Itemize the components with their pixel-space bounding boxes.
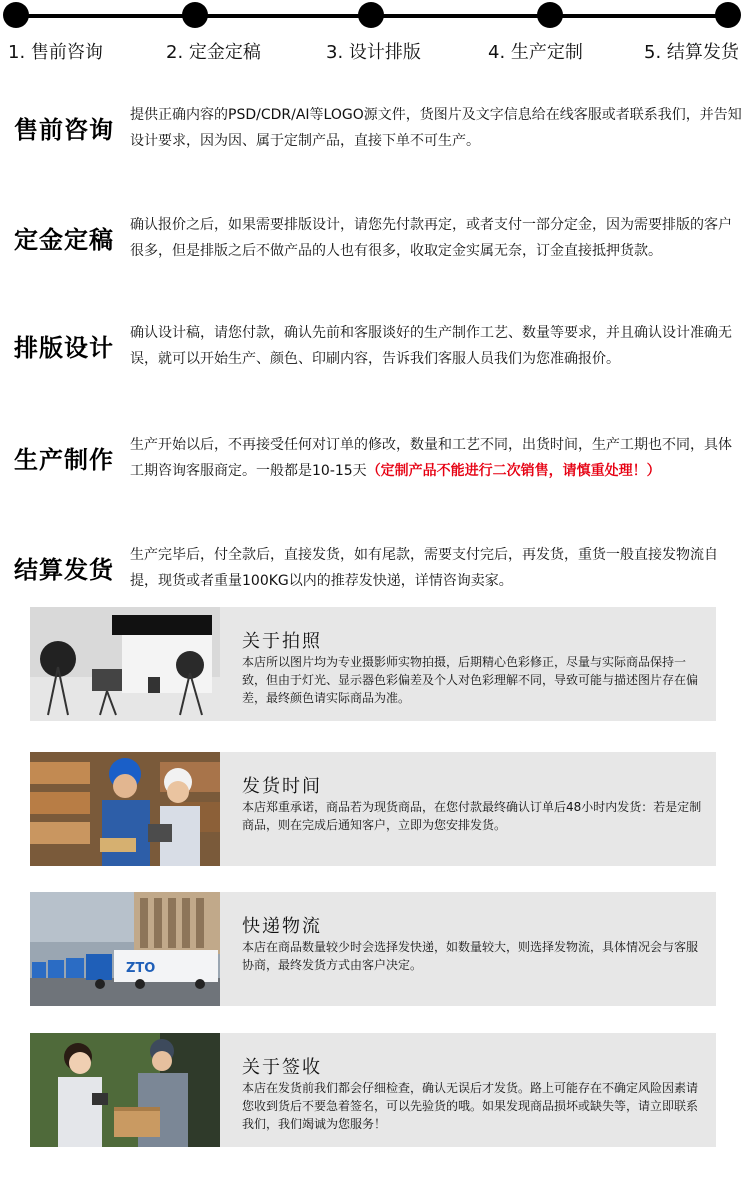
warehouse-workers-image <box>30 752 220 866</box>
card-title: 关于拍照 <box>242 631 322 652</box>
step-2-dot <box>182 2 208 28</box>
step-2-label: 2. 定金定稿 <box>166 42 261 63</box>
photo-studio-image <box>30 607 220 721</box>
step-5-dot <box>715 2 741 28</box>
package-handover-image <box>30 1033 220 1147</box>
section-title: 结算发货 <box>14 556 114 584</box>
section-text: 提供正确内容的PSD/CDR/AI等LOGO源文件，货图片及文字信息给在线客服或者联系我们，并告知设计要求，因为因、属于定制产品，直接下单不可生产。 <box>130 107 742 149</box>
section-title: 定金定稿 <box>14 226 114 254</box>
step-5-label: 5. 结算发货 <box>644 42 739 63</box>
section-text: 确认报价之后，如果需要排版设计，请您先付款再定，或者支付一部分定金，因为需要排版的客户很多，但是排版之后不做产品的人也有很多，收取定金实属无奈，订金直接抵押货款。 <box>130 217 732 259</box>
step-4-label: 4. 生产定制 <box>488 42 583 63</box>
card-title: 发货时间 <box>242 776 322 797</box>
card-receipt <box>30 1033 716 1147</box>
delivery-trucks-image <box>30 892 220 1006</box>
card-logistics <box>30 892 716 1006</box>
step-1-dot <box>3 2 29 28</box>
card-text: 本店在发货前我们都会仔细检查，确认无误后才发货。路上可能存在不确定风险因素请您收到货后不要急着签名，可以先验货的哦。如果发现商品损坏或缺失等，请立即联系我们，我们竭诚为您服务！ <box>242 1081 699 1131</box>
section-text <box>130 432 742 484</box>
card-shipping-time <box>30 752 716 866</box>
card-title: 快递物流 <box>242 916 322 937</box>
step-3-label: 3. 设计排版 <box>326 42 421 63</box>
step-3-dot <box>358 2 384 28</box>
zto-logo: ZTO <box>126 961 156 976</box>
section-text: 确认设计稿，请您付款，确认先前和客服谈好的生产制作工艺、数量等要求，并且确认设计准确无误，就可以开始生产、颜色、印刷内容，告诉我们客服人员我们为您准确报价。 <box>130 325 732 367</box>
section-text-body: 生产开始以后，不再接受任何对订单的修改，数量和工艺不同，出货时间，生产工期也不同，具体工期咨询客服商定。一般都是10-15天 <box>130 437 732 479</box>
process-steps <box>0 0 750 70</box>
card-title: 关于签收 <box>242 1057 322 1078</box>
section-text: 生产完毕后，付全款后，直接发货，如有尾款，需要支付完后，再发货，重货一般直接发物流自提，现货或者重量100KG以内的推荐发快递，详情咨询卖家。 <box>130 547 718 589</box>
production-warning: （定制产品不能进行二次销售，请慎重处理！） <box>366 463 661 479</box>
section-title: 售前咨询 <box>14 116 114 144</box>
step-4-dot <box>537 2 563 28</box>
section-title: 生产制作 <box>14 446 114 474</box>
card-text: 本店在商品数量较少时会选择发快递，如数量较大，则选择发物流，具体情况会与客服协商，最终发货方式由客户决定。 <box>242 940 699 972</box>
section-title: 排版设计 <box>14 334 114 362</box>
step-1-label: 1. 售前咨询 <box>8 42 103 63</box>
card-photography <box>30 607 716 721</box>
card-text: 本店郑重承诺，商品若为现货商品，在您付款最终确认订单后48小时内发货：若是定制商品，则在完成后通知客户，立即为您安排发货。 <box>242 800 702 832</box>
card-text: 本店所以图片均为专业摄影师实物拍摄，后期精心色彩修正，尽量与实际商品保持一致，但由于灯光、显示器色彩偏差及个人对色彩理解不同，导致可能与描述图片存在偏差，最终颜色请实际商品为准。 <box>242 655 699 705</box>
